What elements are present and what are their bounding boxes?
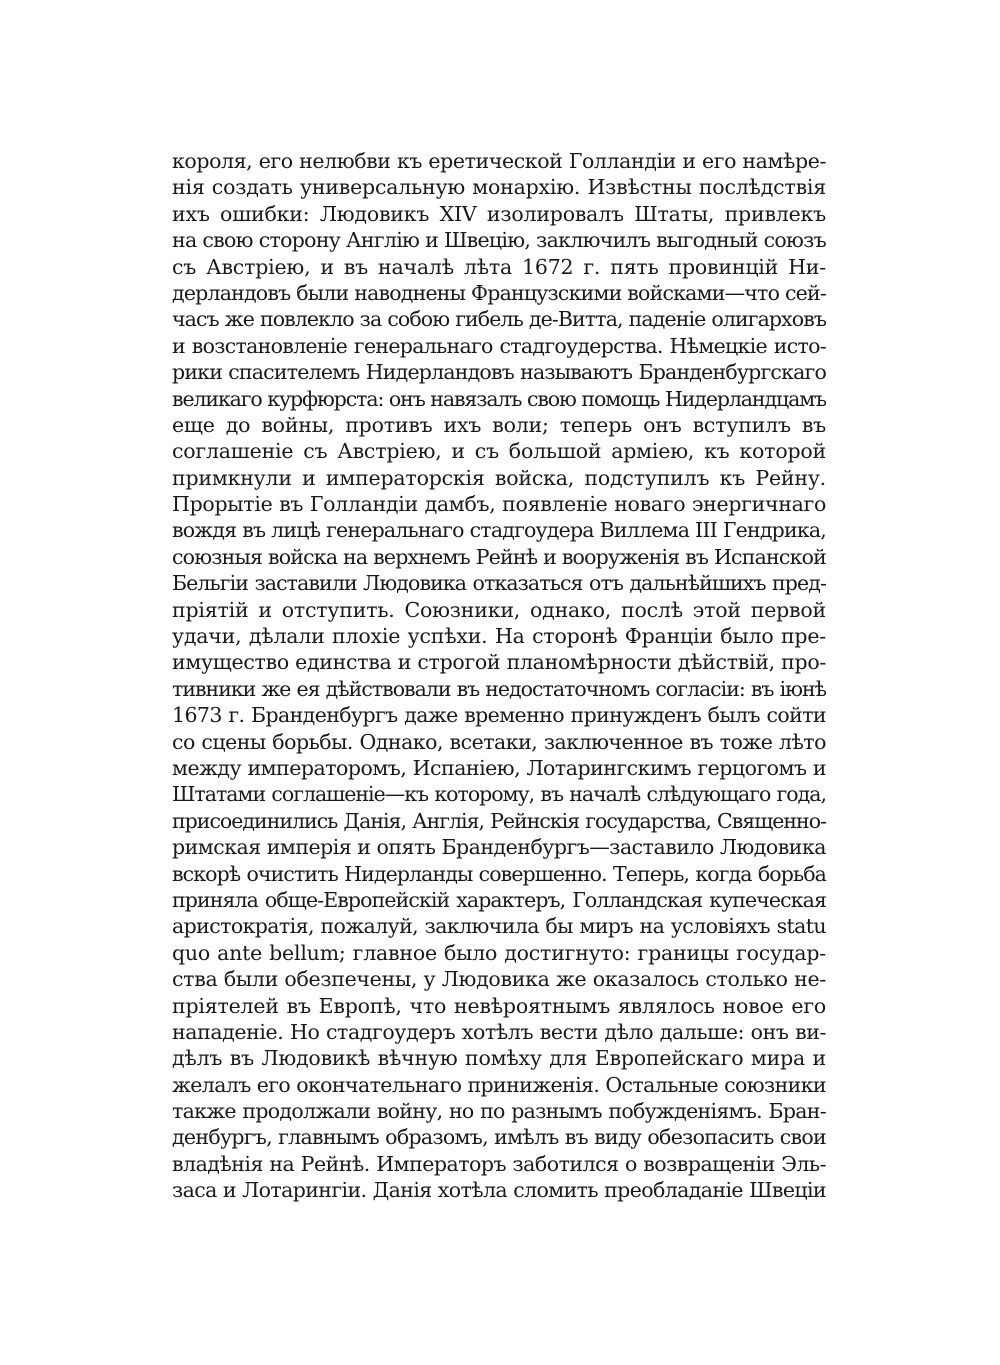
text-line: великаго курфюрста: онъ навязалъ свою помощь Нидерландцамъ — [172, 386, 826, 411]
text-line: владѣнія на Рейнѣ. Императоръ заботился о возвращеніи Эль- — [172, 1151, 826, 1176]
text-line: пріятелей въ Европѣ, что невѣроятнымъ являлось новое его — [172, 993, 826, 1018]
text-line: нападеніе. Но стадгоудеръ хотѣлъ вести дѣло дальше: онъ ви- — [172, 1019, 826, 1044]
text-line: и возстановленіе генеральнаго стадгоудерства. Нѣмецкіе исто- — [172, 333, 826, 358]
text-line: пріятій и отступить. Союзники, однако, послѣ этой первой — [172, 597, 826, 622]
body-text — [172, 148, 826, 1204]
text-line: Бельгіи заставили Людовика отказаться отъ дальнѣйшихъ пред- — [172, 571, 826, 596]
text-line: удачи, дѣлали плохіе успѣхи. На сторонѣ Франціи было пре- — [172, 624, 826, 649]
text-line: имущество единства и строгой планомѣрности дѣйствій, про- — [172, 650, 826, 675]
text-line: также продолжали войну, но по разнымъ побужденіямъ. Бран- — [172, 1099, 826, 1124]
text-line: дѣлъ въ Людовикѣ вѣчную помѣху для Европейскаго мира и — [172, 1046, 826, 1071]
text-line: вождя въ лицѣ генеральнаго стадгоудера Виллема III Гендрика, — [172, 518, 826, 543]
text-line: заса и Лотарингіи. Данія хотѣла сломить преобладаніе Швеціи — [172, 1178, 826, 1203]
text-line: короля, его нелюбви къ еретической Голландіи и его намѣре- — [172, 149, 826, 173]
text-line: часъ же повлекло за собою гибель де-Витта, паденіе олигарховъ — [172, 307, 826, 332]
text-line: Штатами соглашеніе—къ которому, въ началѣ слѣдующаго года, — [172, 782, 826, 807]
text-line: примкнули и императорскія войска, подступилъ къ Рейну. — [172, 465, 826, 490]
text-line: ства были обезпечены, у Людовика же оказалось столько не- — [172, 967, 826, 992]
text-line: Прорытіе въ Голландіи дамбъ, появленіе новаго энергичнаго — [172, 492, 826, 517]
text-line: тивники же ея дѣйствовали въ недостаточномъ согласіи: въ іюнѣ — [172, 676, 826, 701]
text-line: со сцены борьбы. Однако, всетаки, заключенное въ тоже лѣто — [172, 729, 826, 754]
text-line: аристократія, пожалуй, заключила бы миръ на условіяхъ statu — [172, 914, 826, 939]
text-line: 1673 г. Бранденбургъ даже временно принужденъ былъ сойти — [172, 703, 826, 728]
text-line: союзныя войска на верхнемъ Рейнѣ и вооруженія въ Испанской — [172, 544, 826, 569]
text-line: еще до войны, противъ ихъ воли; теперь онъ вступилъ въ — [172, 412, 826, 437]
text-line: нія создать универсальную монархію. Извѣстны послѣдствія — [172, 175, 826, 200]
text-line: соглашеніе съ Австріею, и съ большой арміею, къ которой — [172, 439, 826, 464]
text-line: между императоромъ, Испаніею, Лотарингскимъ герцогомъ и — [172, 755, 826, 780]
text-line: вскорѣ очистить Нидерланды совершенно. Теперь, когда борьба — [172, 861, 826, 886]
text-line: на свою сторону Англію и Швецію, заключилъ выгодный союзъ — [172, 228, 826, 253]
text-line: ихъ ошибки: Людовикъ XIV изолировалъ Штаты, привлекъ — [172, 201, 826, 226]
text-line: желалъ его окончательнаго приниженія. Остальные союзники — [172, 1072, 826, 1097]
text-line: рики спасителемъ Нидерландовъ называютъ Бранденбургскаго — [172, 360, 826, 385]
text-line: приняла обще-Европейскій характеръ, Голландская купеческая — [172, 887, 826, 912]
text-line: денбургъ, главнымъ образомъ, имѣлъ въ виду обезопасить свои — [172, 1125, 826, 1150]
text-line: дерландовъ были наводнены Французскими войсками—что сей- — [172, 280, 826, 305]
text-line: присоединились Данія, Англія, Рейнскія государства, Священно- — [172, 808, 826, 833]
text-line: съ Австріею, и въ началѣ лѣта 1672 г. пять провинцій Ни- — [172, 254, 826, 279]
text-line: quo ante bellum; главное было достигнуто: границы государ- — [172, 940, 826, 965]
text-line: римская имперія и опять Бранденбургъ—заставило Людовика — [172, 835, 826, 860]
